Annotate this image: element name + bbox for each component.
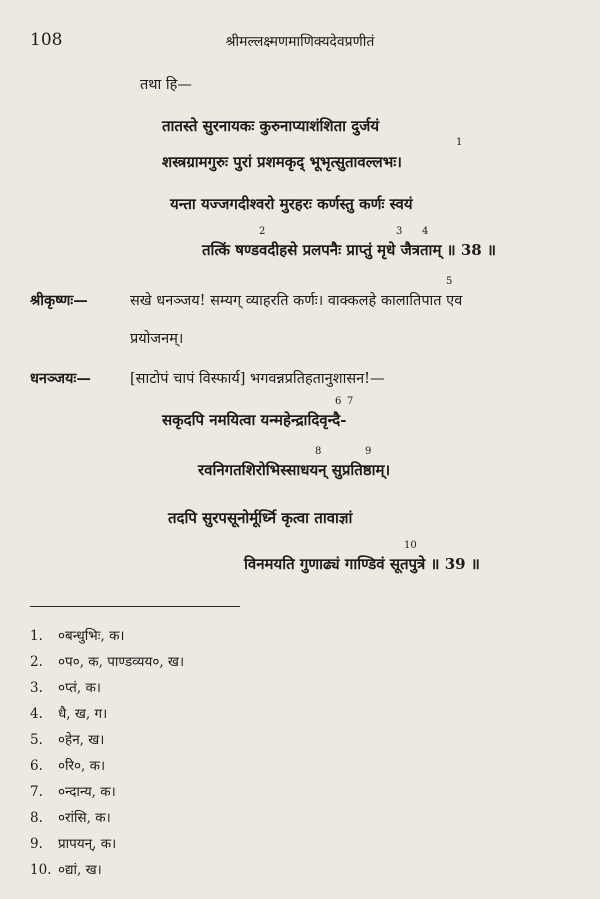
footnote-item [30,860,102,878]
footnote-item [30,834,116,852]
footnote-item [30,678,101,696]
footnote-item [30,808,111,826]
footnote-text: ०प्तं, क। [58,680,101,696]
page-number: 108 [30,30,63,50]
page-header [0,30,600,54]
footnote-text: ०न्दान्य, क। [58,784,116,800]
footnote-number: 4. [30,706,43,722]
footnote-number: 10. [30,862,52,878]
verse-39-line-2: रवनिगतशिरोभिस्साधयन् सुप्रतिष्ठाम्। [198,461,391,479]
verse-38-line-1: तातस्ते सुरनायकः कुरुनाप्याशंशिता दुर्जयं [162,117,380,135]
verse-38-line-4: तत्किं षण्डवदीहसे प्रलपनैः प्राप्तुं मृधे जैत्रताम् ॥ 38 ॥ [202,241,496,259]
speaker-dhananjaya: धनञ्जयः— [30,370,91,387]
footnote-number: 5. [30,732,43,748]
footnote-marker-9: 9 [365,446,372,457]
footnote-item [30,626,125,644]
footnote-number: 8. [30,810,43,826]
krishna-speech-line-2: प्रयोजनम्। [130,331,184,347]
footnote-item [30,652,184,670]
footnote-text: ०रांसि, क। [58,810,111,826]
footnote-marker-4: 4 [422,226,429,237]
footnote-number: 1. [30,628,43,644]
verse-38-line-2: शस्त्रग्रामगुरुः पुरां प्रशमकृद् भूभृत्सुतावल्लभः। [162,153,402,171]
footnote-text: ०बन्धुभिः, क। [58,628,125,644]
footnote-text: ०रि०, क। [58,758,106,774]
footnote-marker-3: 3 [396,226,403,237]
dhananjaya-speech: [साटोपं चापं विस्फार्य] भगवन्नप्रतिहतानुशासन!— [130,371,385,387]
footnote-rule [30,606,240,607]
footnote-marker-8: 8 [315,446,322,457]
footnote-item [30,782,116,800]
footnote-marker-6: 6 [335,396,342,407]
krishna-speech-line-1: सखे धनञ्जय! सम्यग् व्याहरति कर्णः। वाक्कलहे कालातिपात एव [130,293,463,309]
running-title: श्रीमल्लक्ष्मणमाणिक्यदेवप्रणीतं [225,34,375,50]
footnote-text: धै, ख, ग। [58,706,108,722]
speaker-krishna: श्रीकृष्णः— [30,292,88,309]
footnote-item [30,730,104,748]
footnote-marker-5: 5 [446,276,453,287]
footnote-marker-1: 1 [456,137,463,148]
verse-38-line-3: यन्ता यज्जगदीश्वरो मुरहरः कर्णस्तु कर्णः स्वयं [170,195,413,213]
intro-line: तथा हि— [140,77,192,93]
footnote-item [30,756,105,774]
footnote-marker-7: 7 [347,396,354,407]
footnote-marker-10: 10 [404,540,417,551]
footnote-number: 6. [30,758,43,774]
verse-39-line-3: तदपि सुरपसूनोर्मूर्ध्नि कृत्वा तावाज्ञां [168,509,353,527]
footnote-number: 9. [30,836,43,852]
footnote-number: 2. [30,654,43,670]
verse-39-line-1: सकृदपि नमयित्वा यन्महेन्द्रादिवृन्दै- [162,411,347,429]
footnote-marker-2: 2 [259,226,266,237]
footnote-number: 7. [30,784,43,800]
footnote-item [30,704,107,722]
footnote-text: प्रापयन्, क। [58,836,117,852]
footnote-text: ०प०, क, पाण्डव्यय०, ख। [58,654,185,670]
footnote-text: ०द्यां, ख। [58,862,102,878]
verse-39-line-4: विनमयति गुणाढ्यं गाण्डिवं सूतपुत्रे ॥ 39 ॥ [244,555,480,573]
footnote-number: 3. [30,680,43,696]
footnote-text: ०हेन, ख। [58,732,105,748]
